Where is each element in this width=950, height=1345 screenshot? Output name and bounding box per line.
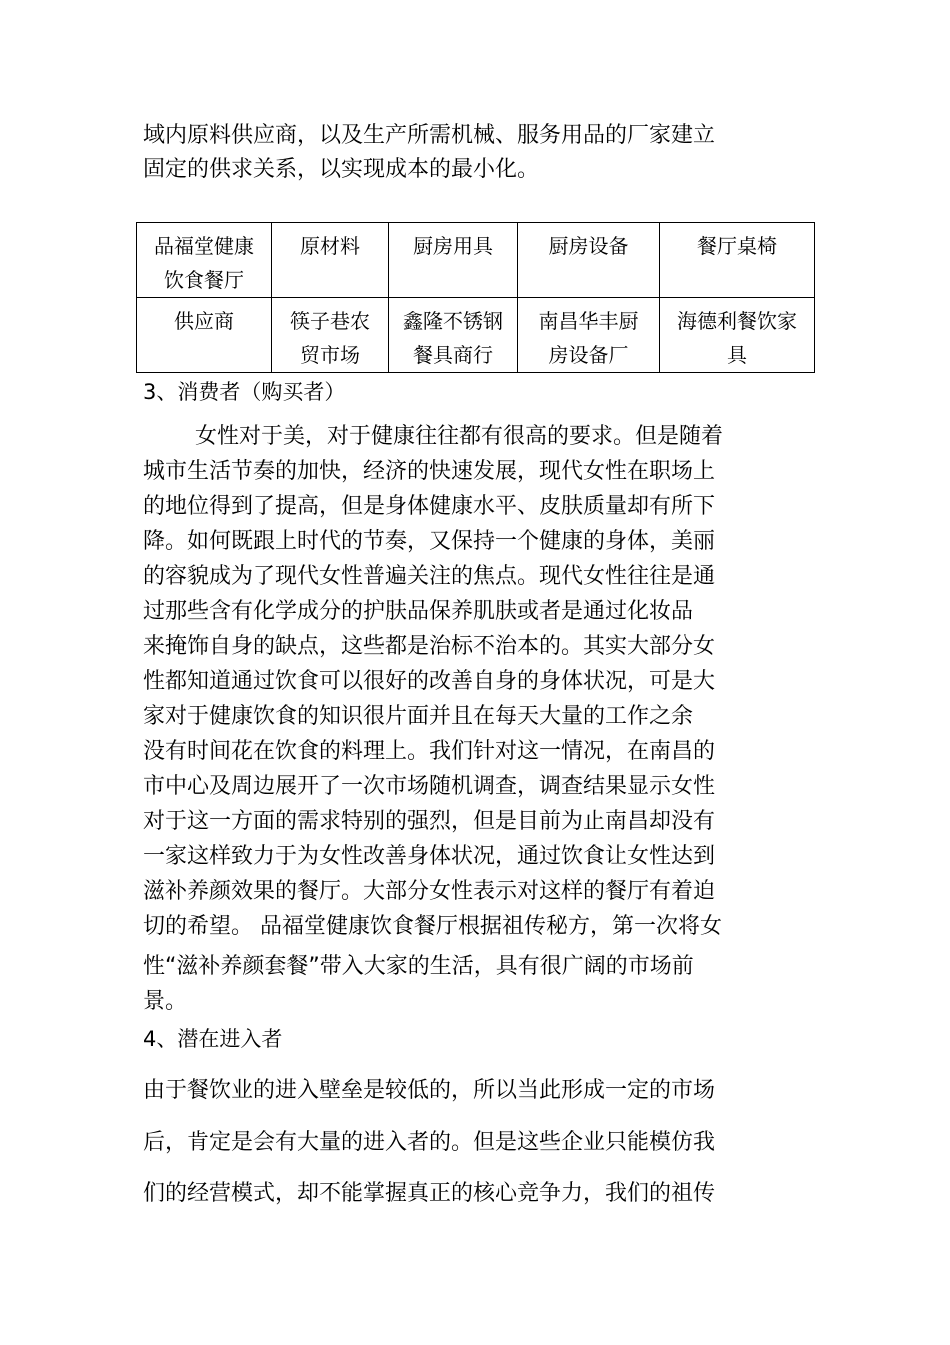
paragraph-line: 性都知道通过饮食可以很好的改善自身的身体状况，可是大: [143, 669, 716, 694]
table-cell: [518, 298, 660, 373]
table-cell: [660, 298, 815, 373]
table-cell: [272, 223, 389, 298]
paragraph-line: 由于餐饮业的进入壁垒是较低的，所以当此形成一定的市场: [143, 1078, 716, 1103]
table-cell: [137, 298, 272, 373]
supplier-table: [136, 222, 815, 373]
cell-text: 品福堂健康: [154, 234, 254, 258]
cell-text: 餐厅桌椅: [697, 234, 777, 258]
cell-text: 贸市场: [300, 343, 360, 367]
section-4-heading: 4、潜在进入者: [143, 1027, 283, 1051]
cell-text: 厨房用具: [413, 234, 493, 258]
paragraph-line: 家对于健康饮食的知识很片面并且在每天大量的工作之余: [143, 704, 694, 729]
paragraph-line: 后，肯定是会有大量的进入者的。但是这些企业只能模仿我: [143, 1130, 716, 1155]
cell-text: 原材料: [300, 234, 360, 258]
table-cell: [272, 298, 389, 373]
cell-text: 筷子巷农: [290, 309, 370, 333]
table-header-row: [137, 223, 815, 298]
paragraph-line: 滋补养颜效果的餐厅。大部分女性表示对这样的餐厅有着迫: [143, 879, 716, 904]
paragraph-line: 性“滋补养颜套餐”带入大家的生活，具有很广阔的市场前: [143, 954, 694, 979]
paragraph-line: 过那些含有化学成分的护肤品保养肌肤或者是通过化妆品: [143, 599, 694, 624]
paragraph-line: 没有时间花在饮食的料理上。我们针对这一情况，在南昌的: [143, 739, 716, 764]
cell-text: 餐具商行: [413, 343, 493, 367]
section-3-heading: 3、消费者（购买者）: [143, 380, 346, 404]
paragraph-line: 们的经营模式，却不能掌握真正的核心竞争力，我们的祖传: [143, 1181, 716, 1206]
table-cell: [518, 223, 660, 298]
paragraph-line: 降。如何既跟上时代的节奏，又保持一个健康的身体，美丽: [143, 529, 716, 554]
paragraph-line: 市中心及周边展开了一次市场随机调查，调查结果显示女性: [143, 774, 716, 799]
paragraph-line: 女性对于美，对于健康往往都有很高的要求。但是随着: [195, 424, 724, 449]
table-cell: [660, 223, 815, 298]
table-row: [137, 298, 815, 373]
cell-text: 厨房设备: [548, 234, 629, 258]
paragraph-line: 来掩饰自身的缺点，这些都是治标不治本的。其实大部分女: [143, 634, 716, 659]
table-cell: [137, 223, 272, 298]
cell-text: 供应商: [174, 309, 234, 333]
cell-text: 南昌华丰厨: [538, 309, 639, 333]
paragraph-line: 对于这一方面的需求特别的强烈，但是目前为止南昌却没有: [143, 809, 716, 834]
cell-text: 海德利餐饮家: [677, 309, 797, 333]
paragraph-line: 的容貌成为了现代女性普遍关注的焦点。现代女性往往是通: [143, 564, 716, 589]
cell-text: 房设备厂: [548, 343, 629, 367]
table-cell: [389, 298, 518, 373]
cell-text: 鑫隆不锈钢: [403, 309, 503, 333]
cell-text: 具: [727, 343, 747, 367]
paragraph-line: 的地位得到了提高，但是身体健康水平、皮肤质量却有所下: [143, 494, 716, 519]
table-cell: [389, 223, 518, 298]
cell-text: 饮食餐厅: [164, 268, 244, 292]
paragraph-line: 切的希望。 品福堂健康饮食餐厅根据祖传秘方，第一次将女: [143, 914, 722, 939]
paragraph-line: 一家这样致力于为女性改善身体状况，通过饮食让女性达到: [143, 844, 716, 869]
intro-line-1: 域内原料供应商，以及生产所需机械、服务用品的厂家建立: [143, 123, 716, 148]
paragraph-line: 景。: [143, 989, 188, 1014]
paragraph-line: 城市生活节奏的加快，经济的快速发展，现代女性在职场上: [143, 459, 716, 484]
intro-line-2: 固定的供求关系，以实现成本的最小化。: [143, 157, 540, 182]
